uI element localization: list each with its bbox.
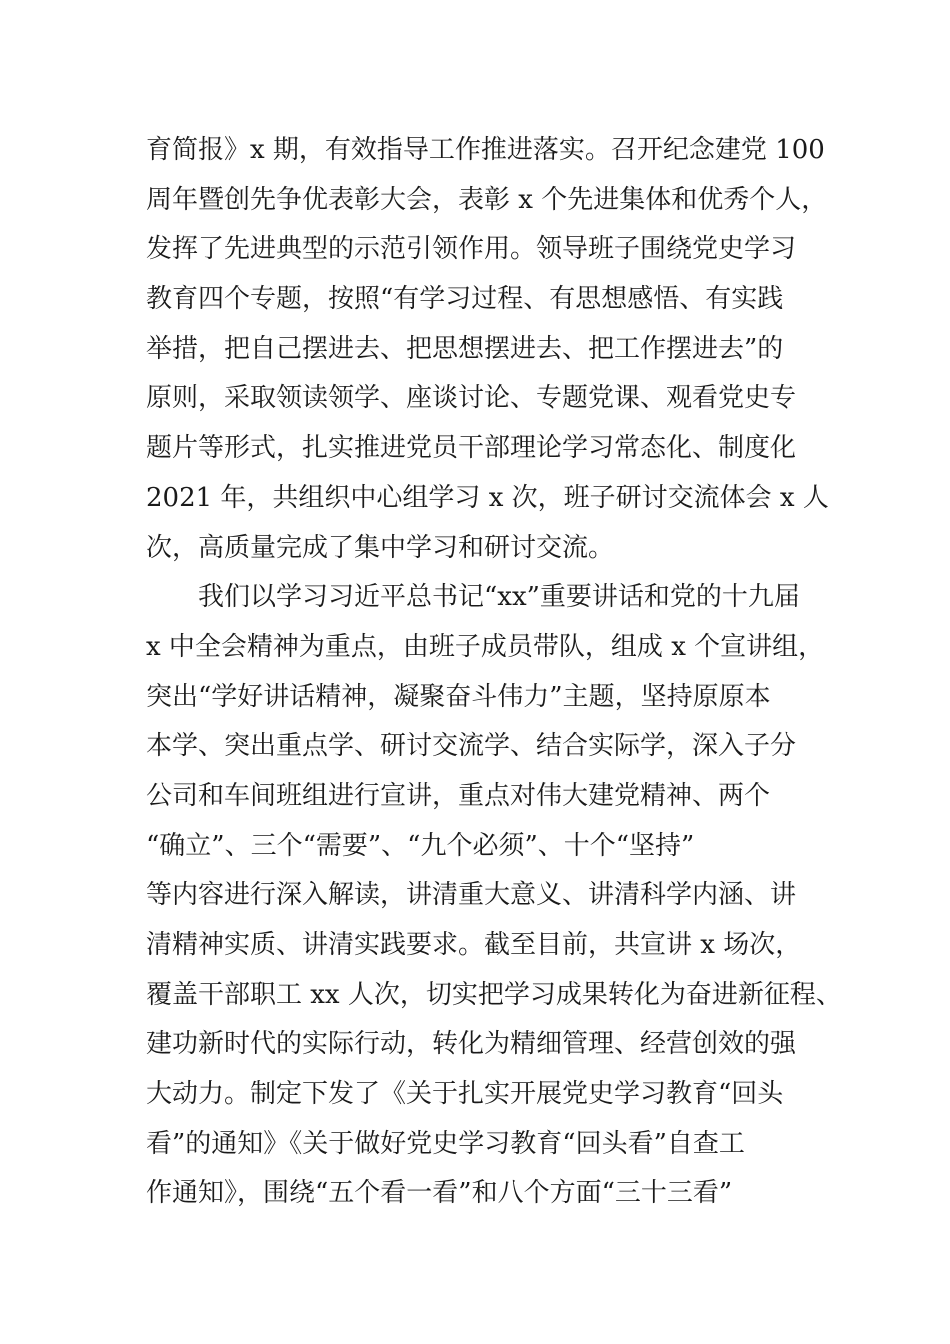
text-line: 覆盖干部职工 xx 人次，切实把学习成果转化为奋进新征程、 (146, 979, 842, 1010)
text-line: 建功新时代的实际行动，转化为精细管理、经营创效的强 (146, 1029, 797, 1060)
text-line: 2021 年，共组织中心组学习 x 次，班子研讨交流体会 x 人 (146, 482, 829, 513)
text-line: 育简报》x 期，有效指导工作推进落实。召开纪念建党 100 (146, 135, 825, 165)
text-line: 清精神实质、讲清实践要求。截至目前，共宣讲 x 场次， (146, 930, 802, 960)
text-line: 突出“学好讲话精神，凝聚奋斗伟力”主题，坚持原原本 (146, 681, 771, 712)
text-line: 看”的通知》《关于做好党史学习教育“回头看”自查工 (146, 1128, 745, 1159)
document-body (146, 126, 846, 1219)
text-line: 本学、突出重点学、研讨交流学、结合实际学，深入子分 (146, 731, 797, 762)
text-line: 等内容进行深入解读，讲清重大意义、讲清科学内涵、讲 (146, 880, 797, 911)
text-line: 举措，把自己摆进去、把思想摆进去、把工作摆进去”的 (146, 333, 784, 364)
text-line: 作通知》，围绕“五个看一看”和八个方面“三十三看” (146, 1178, 733, 1209)
text-line: 周年暨创先争优表彰大会，表彰 x 个先进集体和优秀个人， (146, 184, 828, 215)
text-line: 大动力。制定下发了《关于扎实开展党史学习教育“回头 (146, 1079, 784, 1110)
text-line: x 中全会精神为重点，由班子成员带队，组成 x 个宣讲组， (146, 631, 825, 662)
text-line: 公司和车间班组进行宣讲，重点对伟大建党精神、两个 (146, 780, 771, 811)
text-line: 我们以学习习近平总书记“xx”重要讲话和党的十九届 (146, 582, 800, 613)
text-line: “确立”、三个“需要”、“九个必须”、十个“坚持” (146, 830, 695, 861)
text-line: 次，高质量完成了集中学习和研讨交流。 (146, 532, 615, 563)
text-line: 题片等形式，扎实推进党员干部理论学习常态化、制度化 (146, 433, 797, 464)
text-line: 原则，采取领读领学、座谈讨论、专题党课、观看党史专 (146, 383, 797, 414)
text-line: 发挥了先进典型的示范引领作用。领导班子围绕党史学习 (146, 234, 797, 265)
text-line: 教育四个专题，按照“有学习过程、有思想感悟、有实践 (146, 284, 784, 315)
